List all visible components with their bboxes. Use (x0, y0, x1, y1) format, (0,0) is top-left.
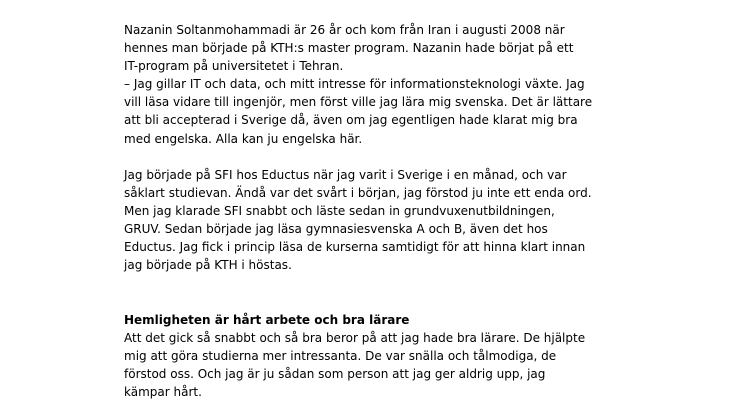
document-page (124, 21, 624, 401)
text-line: såklart studievan. Ändå var det svårt i början, jag förstod ju inte ett enda ord. (124, 185, 592, 200)
text-line: vill läsa vidare till ingenjör, men först ville jag lära mig svenska. Det är lättare (124, 95, 593, 110)
text-line: förstod oss. Och jag är ju sådan som person att jag ger aldrig upp, jag (124, 366, 546, 381)
text-line: – Jag gillar IT och data, och mitt intresse för informationsteknologi växte. Jag (124, 77, 585, 92)
text-line: jag började på KTH i höstas. (124, 258, 292, 273)
text-line: Nazanin Soltanmohammadi är 26 år och kom från Iran i augusti 2008 när (124, 23, 565, 37)
sfi-paragraph (124, 166, 624, 275)
text-line: Eductus. Jag fick i princip läsa de kurserna samtidigt för att hinna klart innan (124, 240, 586, 255)
text-line: Att det gick så snabbt och så bra beror på att jag hade bra lärare. De hjälpte (124, 330, 586, 345)
text-line: mig att göra studierna mer intressanta. De var snälla och tålmodiga, de (124, 348, 557, 363)
section-heading: Hemligheten är hårt arbete och bra lärare (124, 312, 410, 327)
text-line: GRUV. Sedan började jag läsa gymnasiesvenska A och B, även det hos (124, 222, 548, 237)
text-line: hennes man började på KTH:s master program. Nazanin hade börjat på ett (124, 41, 574, 56)
text-line: att bli accepterad i Sverige då, även om jag egentligen hade klarat mig bra (124, 113, 578, 128)
text-line: Jag började på SFI hos Eductus när jag varit i Sverige i en månad, och var (124, 167, 567, 182)
secret-section (124, 311, 624, 401)
text-line: med engelska. Alla kan ju engelska här. (124, 131, 363, 146)
text-line: IT-program på universitetet i Tehran. (124, 59, 344, 74)
text-line: Men jag klarade SFI snabbt och läste sedan in grundvuxenutbildningen, (124, 203, 555, 218)
intro-paragraph (124, 21, 624, 148)
text-line: kämpar hårt. (124, 384, 202, 399)
